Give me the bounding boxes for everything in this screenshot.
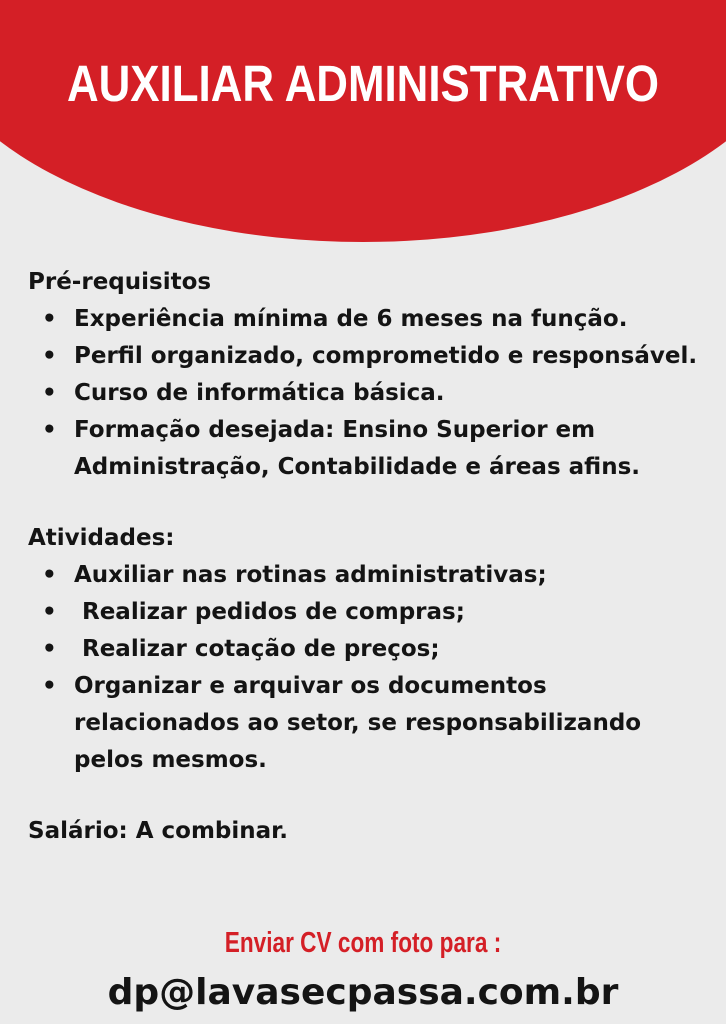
list-item-text: Curso de informática básica.: [74, 380, 445, 406]
list-item: [28, 412, 718, 486]
list-item-text: Perfil organizado, comprometido e responsável.: [74, 343, 698, 369]
list-item: [28, 668, 718, 779]
list-item-text: Realizar pedidos de compras;: [82, 599, 465, 625]
list-item-text: Formação desejada: Ensino Superior em Administração, Contabilidade e áreas afins.: [74, 417, 641, 480]
bullet-icon: •: [42, 417, 57, 443]
bullet-icon: •: [42, 636, 57, 662]
bullet-icon: •: [42, 306, 57, 332]
list-item: [28, 631, 718, 668]
bullet-icon: •: [42, 599, 57, 625]
job-description: [28, 264, 718, 850]
prerequisites-list: [28, 301, 718, 486]
bullet-icon: •: [42, 380, 57, 406]
bullet-icon: •: [42, 562, 57, 588]
cta-text: Enviar CV com foto para :: [224, 927, 502, 959]
bullet-icon: •: [42, 343, 57, 369]
list-item: [28, 375, 718, 412]
bullet-icon: •: [42, 673, 57, 699]
list-item-text: Experiência mínima de 6 meses na função.: [74, 306, 628, 332]
list-item-text: Auxiliar nas rotinas administrativas;: [74, 562, 547, 588]
salary-text: Salário: A combinar.: [28, 818, 288, 844]
header-banner: [0, 0, 726, 242]
list-item: [28, 557, 718, 594]
list-item: [28, 338, 718, 375]
list-item: [28, 301, 718, 338]
list-item-text: Realizar cotação de preços;: [82, 636, 440, 662]
contact-email: dp@lavasecpassa.com.br: [107, 972, 619, 1013]
page-title: AUXILIAR ADMINISTRATIVO: [66, 55, 660, 112]
activities-list: [28, 557, 718, 779]
list-item: [28, 594, 718, 631]
list-item-text: Organizar e arquivar os documentos relacionados ao setor, se responsabilizando pelos mesmos.: [74, 673, 642, 773]
activities-heading: Atividades:: [28, 525, 175, 551]
prerequisites-heading: Pré-requisitos: [28, 269, 212, 295]
